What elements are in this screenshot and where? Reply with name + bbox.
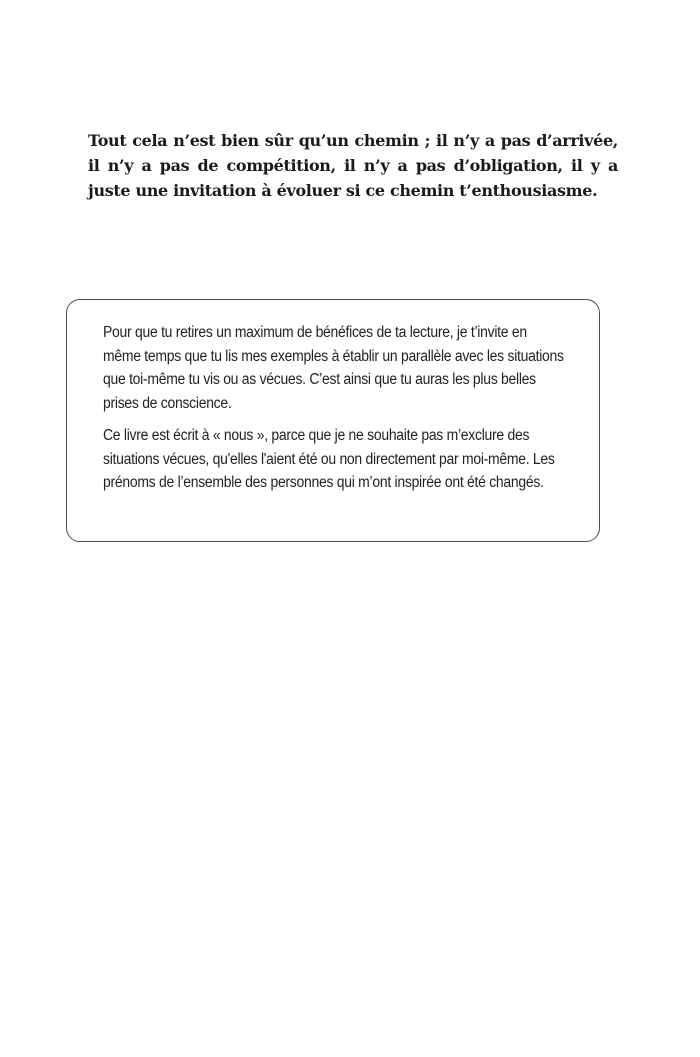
callout-box — [66, 299, 600, 542]
callout-paragraph-names-note: Ce livre est écrit à « nous », parce que je ne souhaite pas m’exclure des situations vécues, qu'elles l'aient été ou non directement par moi-même. Les prénoms de l’ensemble des personnes qui m’ont inspirée ont été changés. — [103, 427, 555, 491]
intro-paragraph: Tout cela n’est bien sûr qu’un chemin ; il n’y a pas d’arrivée, il n’y a pas de compétition, il n’y a pas d’obligation, il y a juste une invitation à évoluer si ce chemin t’enthousiasme. — [88, 131, 618, 200]
callout-paragraph-reading-tip: Pour que tu retires un maximum de bénéfices de ta lecture, je t’invite en même temps que tu lis mes exemples à établir un parallèle avec les situations que toi-même tu vis ou as vécues. C’est ainsi que tu auras les plus belles prises de conscience. — [103, 324, 564, 412]
